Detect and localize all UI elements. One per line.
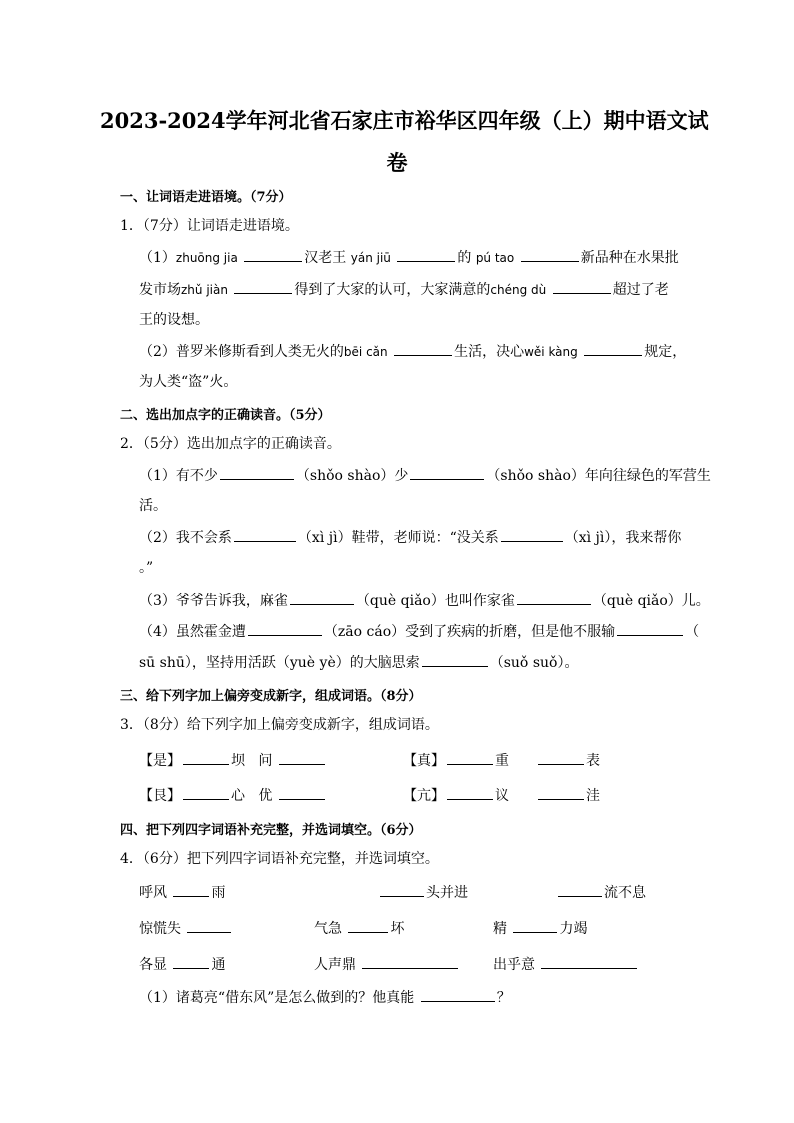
- idiom-text: 各显: [139, 957, 167, 973]
- answer-blank[interactable]: [348, 918, 388, 933]
- answer-blank[interactable]: [397, 247, 455, 262]
- answer-blank[interactable]: [279, 785, 325, 800]
- q3-char: 表: [586, 753, 600, 769]
- pinyin-pu-tao: pú tao: [475, 251, 515, 265]
- q3-row-1-left: [139, 750, 327, 771]
- idiom-4: [139, 918, 233, 939]
- answer-blank[interactable]: [362, 954, 458, 969]
- section-3-heading: 三、给下列字加上偏旁变成新字，组成词语。（8分）: [120, 689, 422, 704]
- radical-label: 【艮】: [139, 788, 181, 804]
- answer-blank[interactable]: [410, 465, 484, 480]
- q1-text: 新品种在水果批: [580, 250, 679, 266]
- idiom-text: 流不息: [604, 885, 646, 901]
- idiom-8: [314, 954, 460, 975]
- idiom-text: 力竭: [559, 921, 588, 937]
- q2-line-5: [139, 590, 710, 611]
- answer-blank[interactable]: [521, 247, 579, 262]
- q1-line-2: [139, 279, 669, 300]
- answer-blank[interactable]: [421, 987, 495, 1002]
- answer-blank[interactable]: [422, 652, 488, 667]
- idiom-text: 头并进: [426, 885, 468, 901]
- question-1-stem: 1．（7分）让词语走进语境。: [120, 218, 299, 234]
- answer-blank[interactable]: [279, 750, 325, 765]
- q2-text: 。”: [139, 560, 154, 576]
- answer-blank[interactable]: [173, 954, 209, 969]
- q2-line-1: [139, 465, 711, 486]
- q3-char: 坝: [231, 753, 245, 769]
- q3-char: 重: [495, 753, 509, 769]
- section-1-heading: 一、让词语走进语境。（7分）: [120, 190, 292, 205]
- answer-blank[interactable]: [538, 750, 584, 765]
- q2-text: （què qiǎo）也叫作家雀: [355, 593, 515, 609]
- q1-text: 得到了大家的认可，大家满意的: [294, 282, 491, 298]
- answer-blank[interactable]: [501, 527, 563, 542]
- q1-text: 汉老王: [304, 250, 347, 266]
- q2-text: （1）有不少: [139, 468, 218, 484]
- pinyin-cheng-du: chéng dù: [490, 283, 547, 297]
- q3-char: 议: [495, 788, 509, 804]
- q1-text: 超过了老: [612, 282, 669, 298]
- q4-sub-text: （1）诸葛亮“借东风”是怎么做到的？他真能: [139, 990, 415, 1006]
- exam-title-line2: 卷: [386, 150, 408, 175]
- idiom-text: 出乎意: [493, 957, 535, 973]
- idiom-text: 呼风: [139, 885, 167, 901]
- pinyin-zhuang-jia: zhuōng jia: [175, 251, 238, 265]
- q2-text: （xì jì）鞋带，老师说：“没关系: [297, 530, 499, 546]
- idiom-6: [493, 918, 587, 939]
- q3-row-2-right: [403, 785, 509, 806]
- q2-text: （xì jì），我来帮你: [564, 530, 682, 546]
- answer-blank[interactable]: [234, 527, 296, 542]
- idiom-1: [139, 882, 225, 903]
- q3-row-2-left: [139, 785, 327, 806]
- answer-blank[interactable]: [541, 954, 637, 969]
- q3-char: 洼: [586, 788, 600, 804]
- answer-blank[interactable]: [538, 785, 584, 800]
- idiom-text: 气急: [314, 921, 342, 937]
- radical-label: 【真】: [403, 753, 445, 769]
- q2-text: （2）我不会系: [139, 530, 232, 546]
- answer-blank[interactable]: [220, 465, 294, 480]
- q1-text: 王的设想。: [139, 312, 209, 328]
- pinyin-zhu-jian: zhǔ jiàn: [181, 283, 228, 297]
- idiom-text: 惊慌失: [139, 921, 181, 937]
- answer-blank[interactable]: [447, 785, 493, 800]
- idiom-5: [314, 918, 404, 939]
- q1-text: 规定，: [644, 344, 687, 360]
- q1-text: 生活，决心: [454, 344, 525, 360]
- q3-char: 优: [258, 788, 273, 804]
- q2-text: （suǒ suǒ）。: [489, 655, 579, 671]
- q2-text: （: [685, 624, 700, 640]
- answer-blank[interactable]: [517, 590, 591, 605]
- idiom-text: 通: [211, 957, 226, 973]
- answer-blank[interactable]: [183, 750, 229, 765]
- answer-blank[interactable]: [234, 279, 292, 294]
- q1-line-4: [139, 341, 686, 362]
- idiom-text: 精: [493, 921, 507, 937]
- answer-blank[interactable]: [380, 882, 424, 897]
- section-4-heading: 四、把下列四字词语补充完整，并选词填空。（6分）: [120, 823, 422, 838]
- exam-title-line1: 2023-2024学年河北省石家庄市裕华区四年级（上）期中语文试: [100, 108, 709, 133]
- idiom-2: [378, 882, 468, 903]
- question-2-stem: 2．（5分）选出加点字的正确读音。: [120, 436, 341, 452]
- radical-label: 【是】: [139, 753, 181, 769]
- question-4-stem: 4．（6分）把下列四字词语补充完整，并选词填空。: [120, 851, 439, 867]
- q2-line-7: [139, 652, 578, 673]
- q2-text: （shǒo shào）少: [295, 468, 409, 484]
- q3-row-2-extra: [536, 785, 600, 806]
- q3-row-1-extra: [536, 750, 600, 771]
- q4-sub-text: ？: [496, 990, 511, 1006]
- q1-part-2-label: （2）普罗米修斯看到人类无火的: [139, 344, 344, 360]
- idiom-9: [493, 954, 639, 975]
- answer-blank[interactable]: [290, 590, 354, 605]
- q3-row-1-right: [403, 750, 509, 771]
- q2-text: （què qiǎo）儿。: [592, 593, 710, 609]
- answer-blank[interactable]: [584, 341, 642, 356]
- q3-char: 问: [258, 753, 273, 769]
- q1-part-1-label: （1）: [139, 250, 176, 266]
- q2-text: （zāo cáo）受到了疾病的折磨，但是他不服输: [323, 624, 616, 640]
- answer-blank[interactable]: [173, 882, 209, 897]
- section-2-heading: 二、选出加点字的正确读音。（5分）: [120, 408, 331, 423]
- q2-line-3: [139, 527, 681, 548]
- answer-blank[interactable]: [248, 621, 322, 636]
- q1-text: 发市场: [139, 282, 181, 298]
- idiom-text: 坏: [390, 921, 405, 937]
- q2-text: sū shū），坚持用活跃（yuè yè）的大脑思索: [139, 655, 420, 671]
- q2-line-6: [139, 621, 699, 642]
- idiom-text: 人声鼎: [314, 957, 356, 973]
- answer-blank[interactable]: [244, 247, 302, 262]
- q2-text: （3）爷爷告诉我，麻雀: [139, 593, 288, 609]
- q2-text: 活。: [139, 498, 167, 514]
- answer-blank[interactable]: [183, 785, 229, 800]
- idiom-7: [139, 954, 225, 975]
- answer-blank[interactable]: [447, 750, 493, 765]
- idiom-3: [556, 882, 646, 903]
- question-3-stem: 3．（8分）给下列字加上偏旁变成新字，组成词语。: [120, 717, 439, 733]
- q1-line-1: [139, 247, 679, 268]
- answer-blank[interactable]: [394, 341, 452, 356]
- answer-blank[interactable]: [513, 918, 557, 933]
- q1-text: 的: [457, 250, 472, 266]
- q3-char: 心: [231, 788, 245, 804]
- idiom-text: 雨: [211, 885, 226, 901]
- answer-blank[interactable]: [558, 882, 602, 897]
- q2-text: （4）虽然霍金遭: [139, 624, 246, 640]
- answer-blank[interactable]: [187, 918, 231, 933]
- radical-label: 【亢】: [403, 788, 445, 804]
- pinyin-bei-can: bēi cǎn: [343, 345, 388, 359]
- pinyin-yan-jiu: yán jiū: [350, 251, 391, 265]
- q4-sub-1: [139, 987, 511, 1008]
- q2-text: （shǒo shào）年向往绿色的军营生: [486, 468, 711, 484]
- q1-text: 为人类“盗”火。: [139, 374, 238, 390]
- pinyin-wei-kang: wěi kàng: [524, 345, 578, 359]
- answer-blank[interactable]: [617, 621, 683, 636]
- answer-blank[interactable]: [553, 279, 611, 294]
